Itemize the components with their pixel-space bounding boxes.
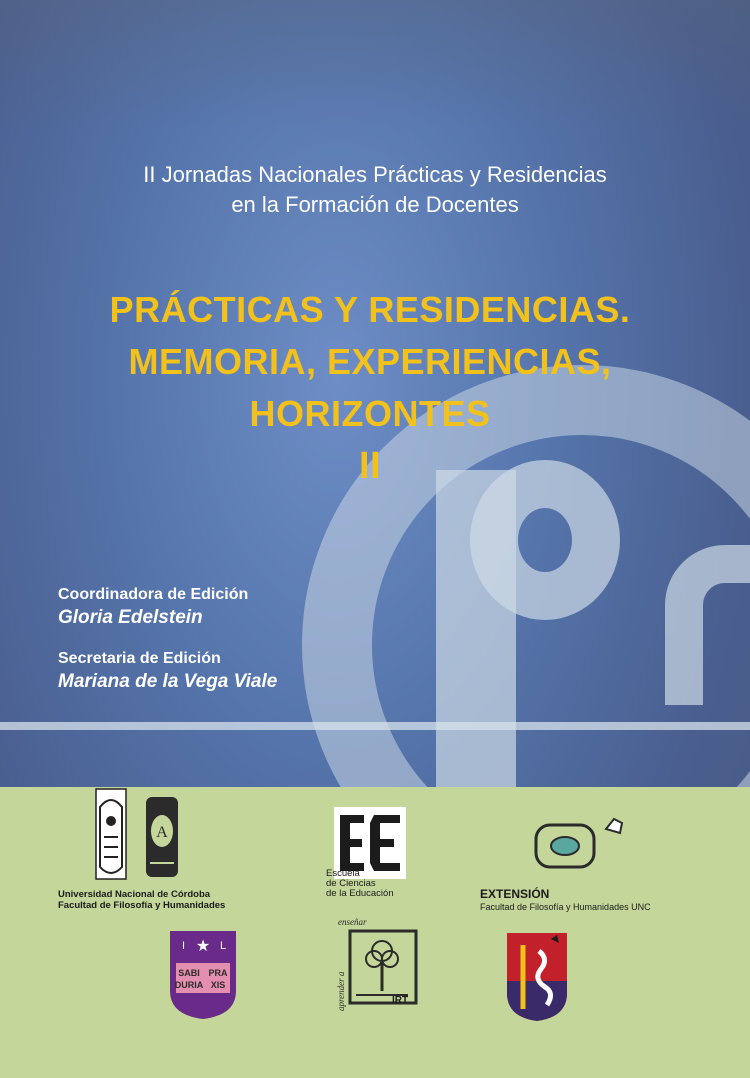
title-line-2: MEMORIA, EXPERIENCIAS, xyxy=(128,341,612,382)
extension-title: EXTENSIÓN xyxy=(480,887,550,901)
decorative-stripe xyxy=(0,722,750,730)
red-shield-logo xyxy=(505,931,569,1023)
ece-line-3: de la Educación xyxy=(326,888,394,899)
conference-subtitle xyxy=(0,160,750,220)
unc-faculty: Facultad de Filosofía y Humanidades xyxy=(58,900,226,911)
decorative-letter-r xyxy=(665,545,750,705)
logo-text-side: aprender a xyxy=(336,971,346,1011)
praxis-word-4: XIS xyxy=(210,980,226,990)
ece-line-2: de Ciencias xyxy=(326,878,376,889)
praxis-word-1: SABI xyxy=(178,968,200,978)
praxis-shield-logo xyxy=(168,929,238,1021)
svg-text:A: A xyxy=(156,824,168,841)
logo-text-top: enseñar xyxy=(338,917,367,927)
title-volume-number: II xyxy=(358,445,382,487)
extension-subtitle: Facultad de Filosofía y Humanidades UNC xyxy=(480,902,651,912)
svg-text:L: L xyxy=(220,940,227,952)
unc-name: Universidad Nacional de Córdoba xyxy=(58,889,211,900)
secretary-name: Mariana de la Vega Viale xyxy=(58,671,278,692)
svg-text:I: I xyxy=(182,940,186,952)
ece-label xyxy=(326,869,394,899)
ece-line-1: Escuela xyxy=(326,868,360,879)
institutional-logos-band xyxy=(0,787,750,1078)
cover-top-band xyxy=(0,0,750,130)
extension-logo xyxy=(528,815,633,875)
editorial-credits xyxy=(58,585,277,713)
coordinator-role: Coordinadora de Edición xyxy=(58,586,249,603)
praxis-word-2: PRA xyxy=(208,968,228,978)
title-line-1: PRÁCTICAS Y RESIDENCIAS. xyxy=(109,289,631,330)
unc-label xyxy=(58,889,225,911)
subtitle-line-1: II Jornadas Nacionales Prácticas y Residencias xyxy=(143,162,607,187)
praxis-word-3: DURIA xyxy=(174,980,204,990)
svg-text:★: ★ xyxy=(195,936,211,955)
unc-crest-logo xyxy=(92,787,182,883)
book-title xyxy=(0,284,740,492)
irt-label: IRT xyxy=(392,995,409,1006)
title-line-3: HORIZONTES xyxy=(249,393,491,434)
coordinator-name: Gloria Edelstein xyxy=(58,607,203,628)
secretary-role: Secretaria de Edición xyxy=(58,650,221,667)
subtitle-line-2: en la Formación de Docentes xyxy=(231,192,519,217)
